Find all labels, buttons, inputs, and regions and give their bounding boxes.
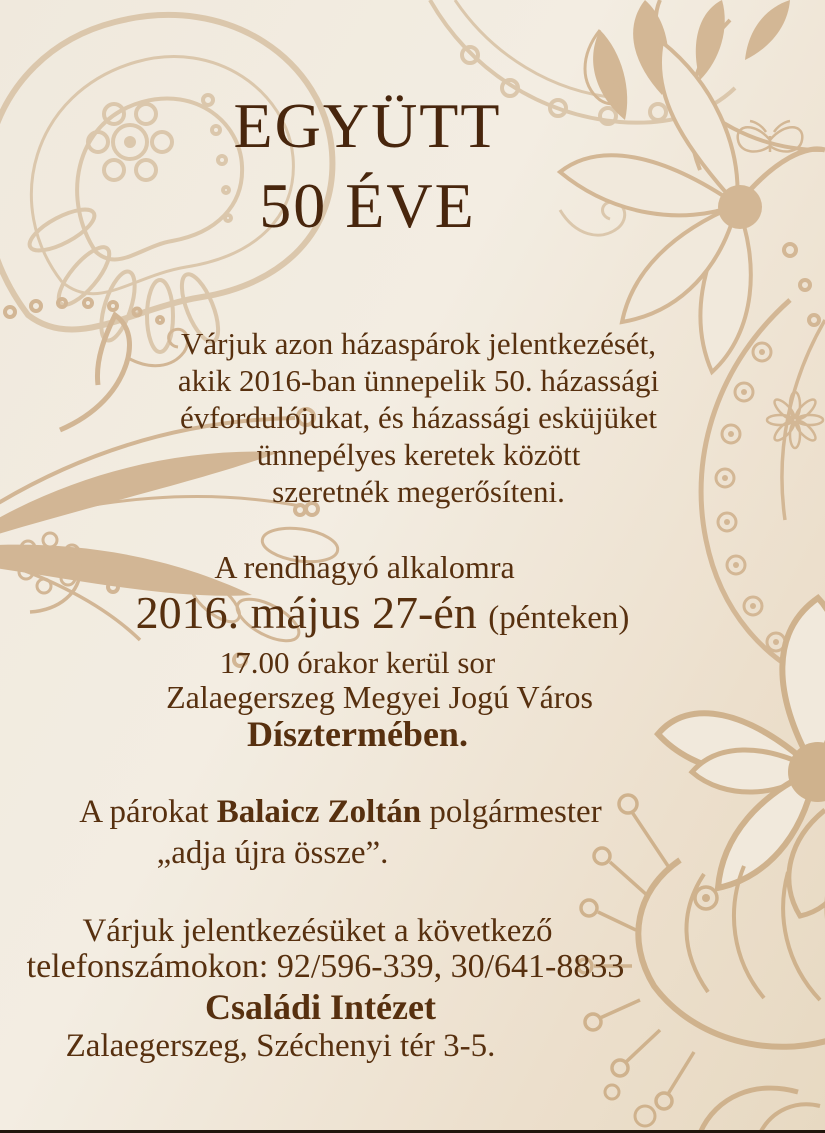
intro-line: évfordulójukat, és házassági esküjüket: [180, 400, 657, 435]
mayor-line: [0, 794, 753, 831]
event-date: 2016. május 27-én: [135, 587, 477, 638]
intro-line: akik 2016-ban ünnepelik 50. házassági: [177, 363, 660, 398]
event-date-note: (pénteken): [488, 600, 630, 636]
event-date-line: [0, 584, 795, 647]
organizer-name: Családi Intézet: [205, 987, 436, 1027]
organizer-address: Zalaegerszeg, Széchenyi tér 3-5.: [65, 1028, 496, 1064]
intro-line: Várjuk azon házaspárok jelentkezését,: [180, 326, 657, 361]
event-city: Zalaegerszeg Megyei Jogú Város: [166, 679, 593, 715]
mayor-name: Balaicz Zoltán: [216, 794, 422, 830]
intro-paragraph: [6, 325, 825, 510]
event-lead: A rendhagyó alkalomra: [214, 549, 515, 585]
contact-line-1: Várjuk jelentkezésüket a következő: [82, 913, 553, 949]
title-line-2: 50 ÉVE: [259, 170, 476, 241]
mayor-quote: „adja újra össze”.: [156, 835, 389, 871]
mayor-prefix: A párokat: [79, 794, 217, 830]
mayor-suffix: polgármester: [421, 794, 602, 830]
poster-title: [0, 86, 780, 246]
intro-line: szeretnék megerősíteni.: [272, 474, 565, 509]
contact-line-2: telefonszámokon: 92/596-339, 30/641-8833: [26, 948, 625, 985]
event-time: 17.00 órakor kerül sor: [219, 645, 496, 680]
event-venue: Dísztermében.: [247, 714, 468, 754]
intro-line: ünnepélyes keretek között: [256, 437, 581, 472]
title-line-1: EGYÜTT: [233, 90, 502, 161]
